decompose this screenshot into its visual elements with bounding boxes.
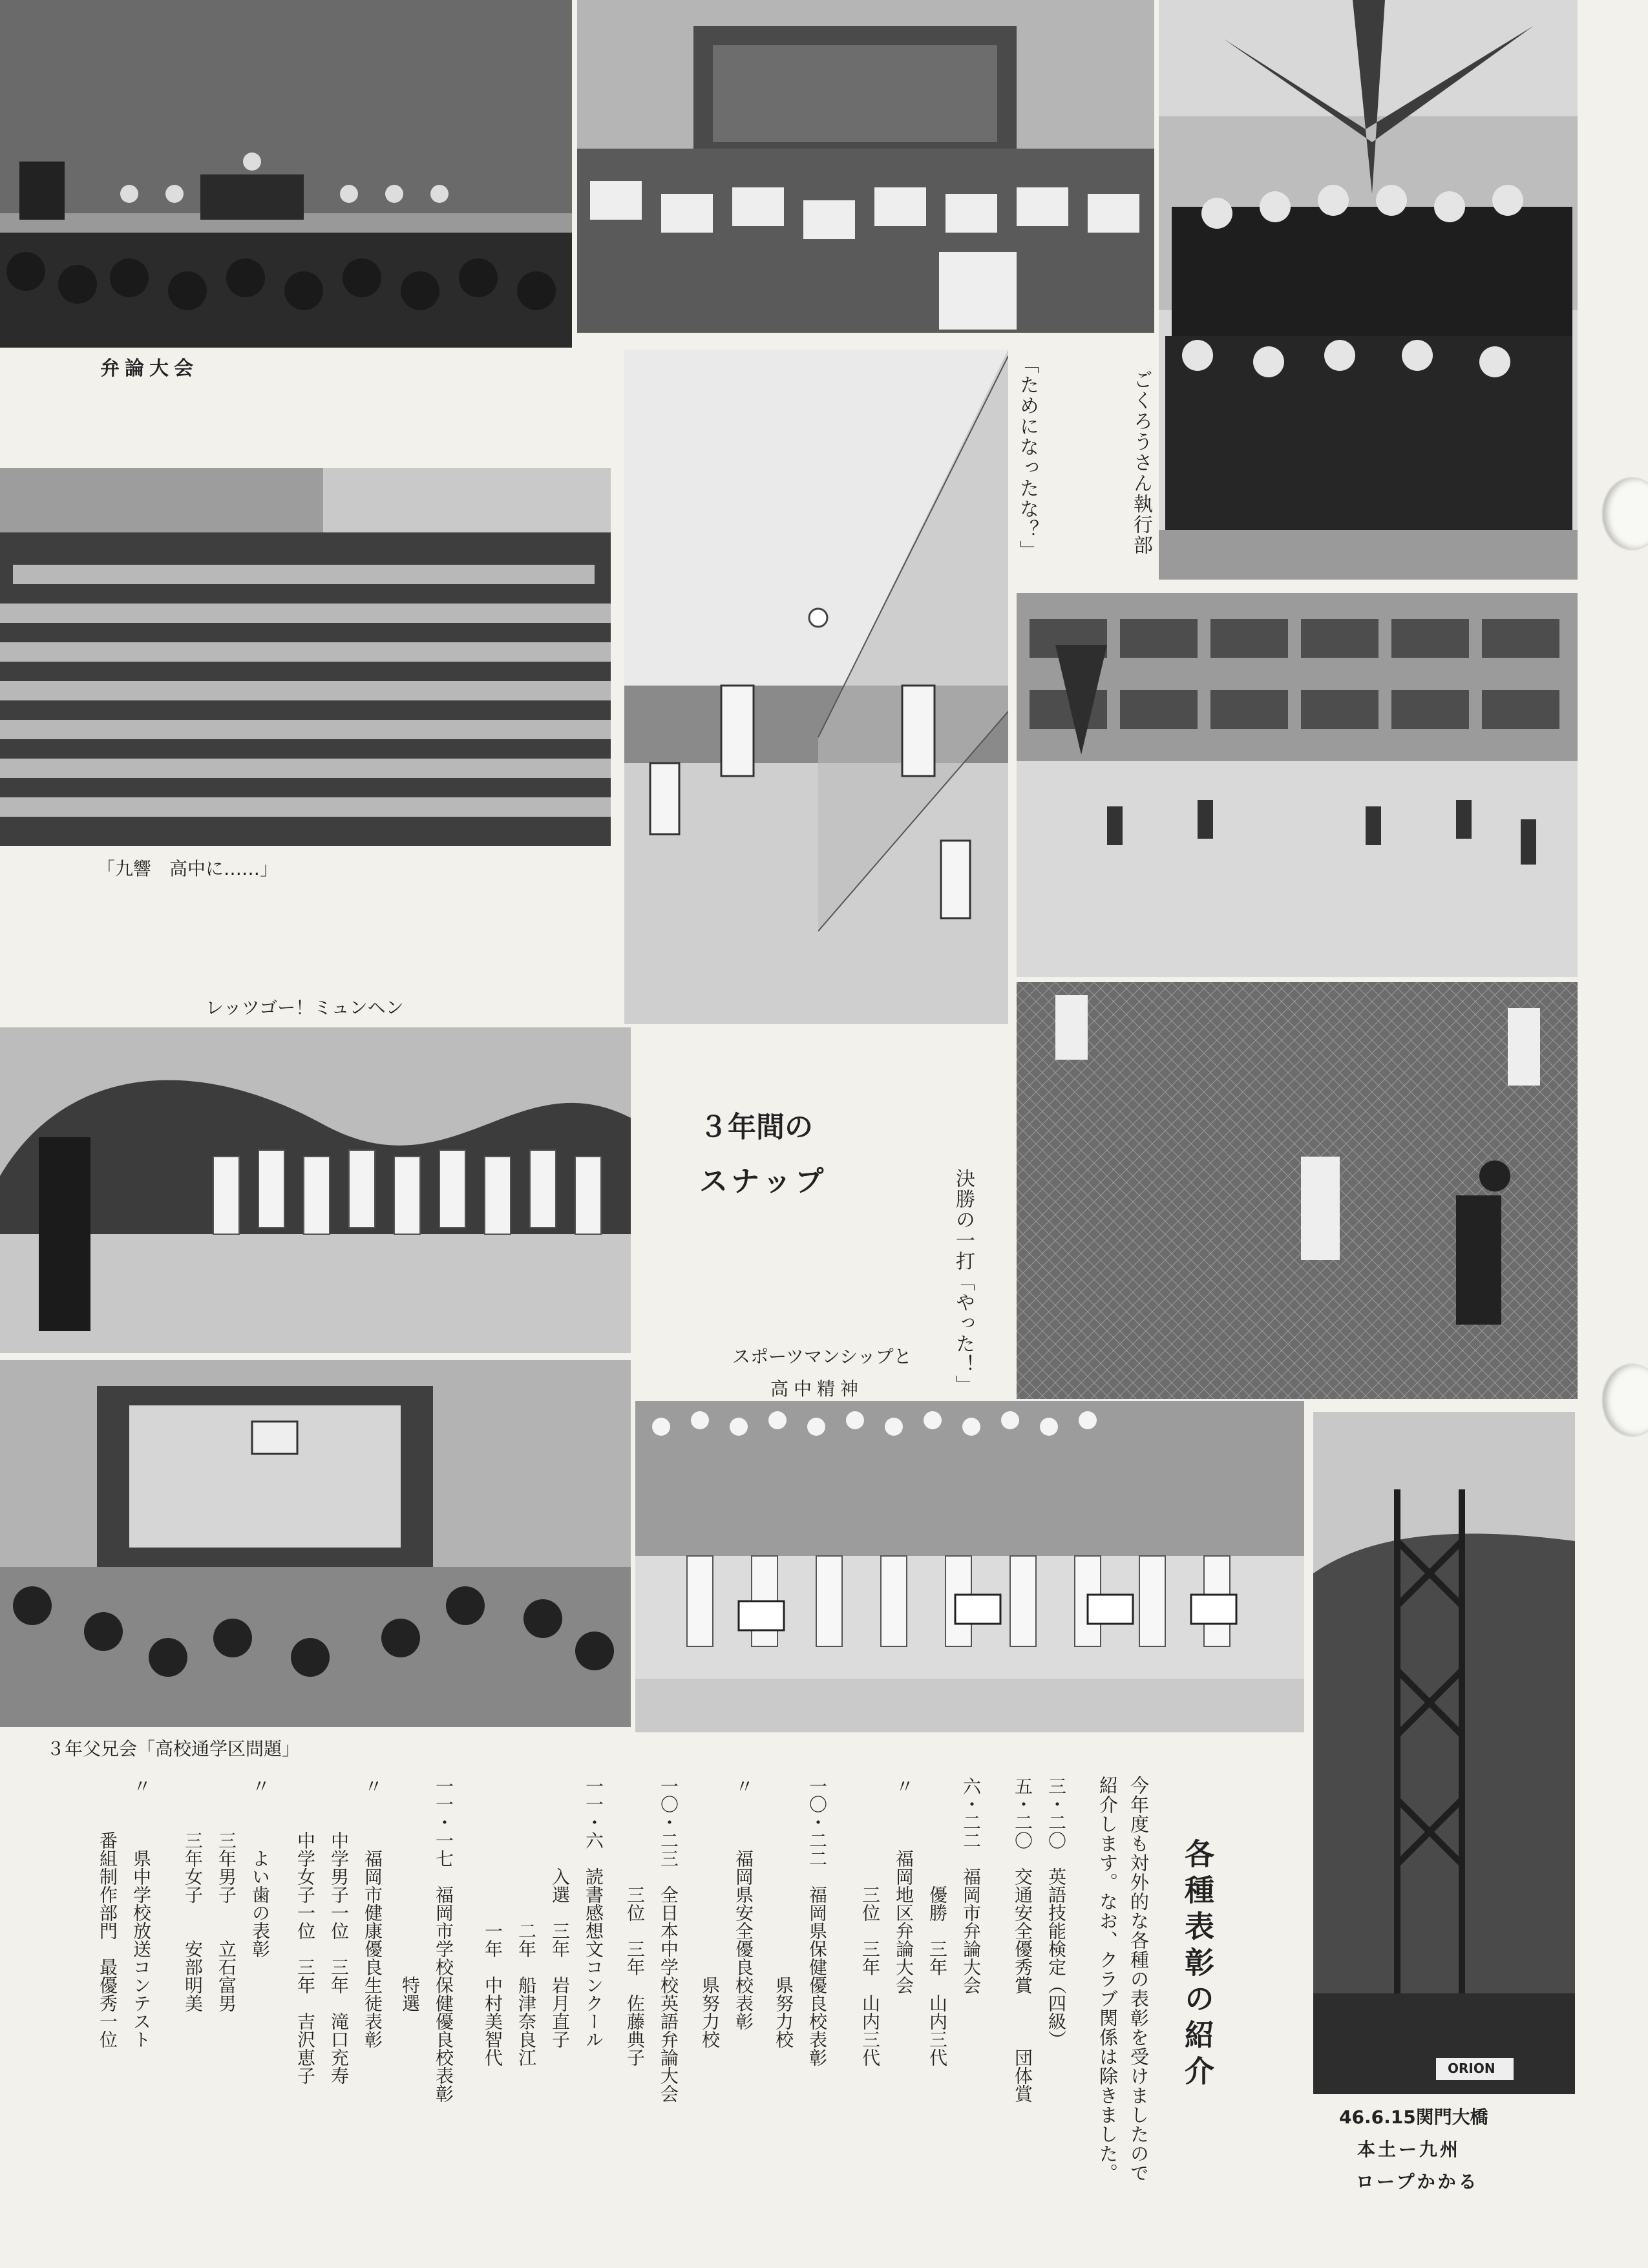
- awards-heading: 各種表彰の紹介: [1180, 1838, 1215, 2092]
- photo-volleyball-net: [624, 350, 1008, 1024]
- award-line: 三位 三年 山内三代: [860, 1777, 881, 2066]
- caption-bridge-line1: 46.6.15関門大橋: [1339, 2106, 1488, 2128]
- orion-label: ORION: [1448, 2061, 1495, 2076]
- caption-parents-meeting: ３年父兄会「高校通学区問題」: [47, 1738, 301, 1759]
- award-line: 二年 船津奈良江: [516, 1777, 537, 2066]
- caption-bridge-line3: ロープかかる: [1356, 2171, 1479, 2192]
- caption-letsgo: レッツゴー！ミュンヘン: [206, 997, 404, 1018]
- caption-kyuukyou: 「九響 高中に……」: [97, 858, 279, 879]
- award-line: 中学男子一位 三年 滝口充寿: [328, 1777, 350, 2084]
- caption-speech-contest: 弁論大会: [100, 357, 198, 380]
- award-line: 一一・六 読書感想文コンクール: [583, 1777, 604, 2048]
- caption-kesshou: 決勝の一打「やった！」: [952, 1168, 975, 1396]
- snap-title-line1: ３年間の: [699, 1111, 813, 1144]
- photo-school-courtyard: [1017, 593, 1578, 977]
- award-line: 特選: [399, 1777, 421, 2012]
- photo-sports-festival: [635, 1401, 1304, 1732]
- award-line: 三・二〇 英語技能検定（四級）: [1046, 1777, 1067, 2048]
- award-line: 三位 三年 佐藤典子: [624, 1777, 646, 2066]
- award-line: 〃 福岡地区弁論大会: [893, 1777, 914, 1994]
- award-line: 中学女子一位 三年 吉沢恵子: [295, 1777, 316, 2084]
- award-line: 一一・一七 福岡市学校保健優良校表彰: [433, 1777, 454, 2103]
- photo-speech-contest: [0, 0, 572, 348]
- award-line: 一〇・二二 福岡県保健優良校表彰: [807, 1777, 828, 2066]
- caption-tameninatta: 「ためになったな？」: [1016, 354, 1039, 561]
- photo-kanmon-bridge: [1313, 1412, 1575, 2094]
- award-line: 番組制作部門 最優秀一位: [97, 1777, 118, 2048]
- award-line: 県努力校: [699, 1777, 721, 2048]
- award-line: 三年女子 安部明美: [182, 1777, 204, 2012]
- photo-assembly-hall: [0, 468, 611, 846]
- award-line: 三年男子 立石富男: [216, 1777, 237, 2012]
- binder-hole-top: [1603, 478, 1648, 549]
- photo-parents-meeting: [0, 1360, 631, 1727]
- award-line: 優勝 三年 山内三代: [927, 1777, 948, 2066]
- award-line: 〃 福岡市健康優良生徒表彰: [362, 1777, 383, 2048]
- award-line: 県努力校: [773, 1777, 794, 2048]
- photo-student-council: [1159, 0, 1578, 580]
- awards-intro-1: 今年度も対外的な各種の表彰を受けましたので: [1128, 1776, 1150, 2183]
- award-line: 一〇・二三 全日本中学校英語弁論大会: [658, 1777, 679, 2103]
- caption-kouchuu-seishin: 高中精神: [770, 1378, 864, 1400]
- photo-auditorium: [577, 0, 1154, 333]
- photo-munich-line: [0, 1027, 631, 1353]
- award-line: 〃 よい歯の表彰: [249, 1777, 271, 1958]
- binder-hole-bottom: [1603, 1365, 1648, 1436]
- award-line: 一年 中村美智代: [482, 1777, 503, 2066]
- snap-title-line2: スナップ: [699, 1165, 828, 1198]
- caption-bridge-line2: 本土ー九州: [1357, 2139, 1461, 2160]
- caption-sportsmanship: スポーツマンシップと: [732, 1346, 912, 1367]
- award-line: 五・二〇 交通安全優秀賞 団体賞: [1012, 1777, 1033, 2103]
- award-line: 入選 三年 岩月直子: [549, 1777, 571, 2048]
- award-line: 〃 福岡県安全優良校表彰: [733, 1777, 754, 2030]
- award-line: 六・二二 福岡市弁論大会: [960, 1777, 982, 1994]
- awards-intro-2: 紹介します。なお、クラブ関係は除きました。: [1097, 1776, 1119, 2183]
- caption-gokurousan: ごくろうさん執行部: [1130, 370, 1152, 556]
- photo-baseball: [1017, 982, 1578, 1399]
- award-line: 〃 県中学校放送コンテスト: [131, 1777, 152, 2048]
